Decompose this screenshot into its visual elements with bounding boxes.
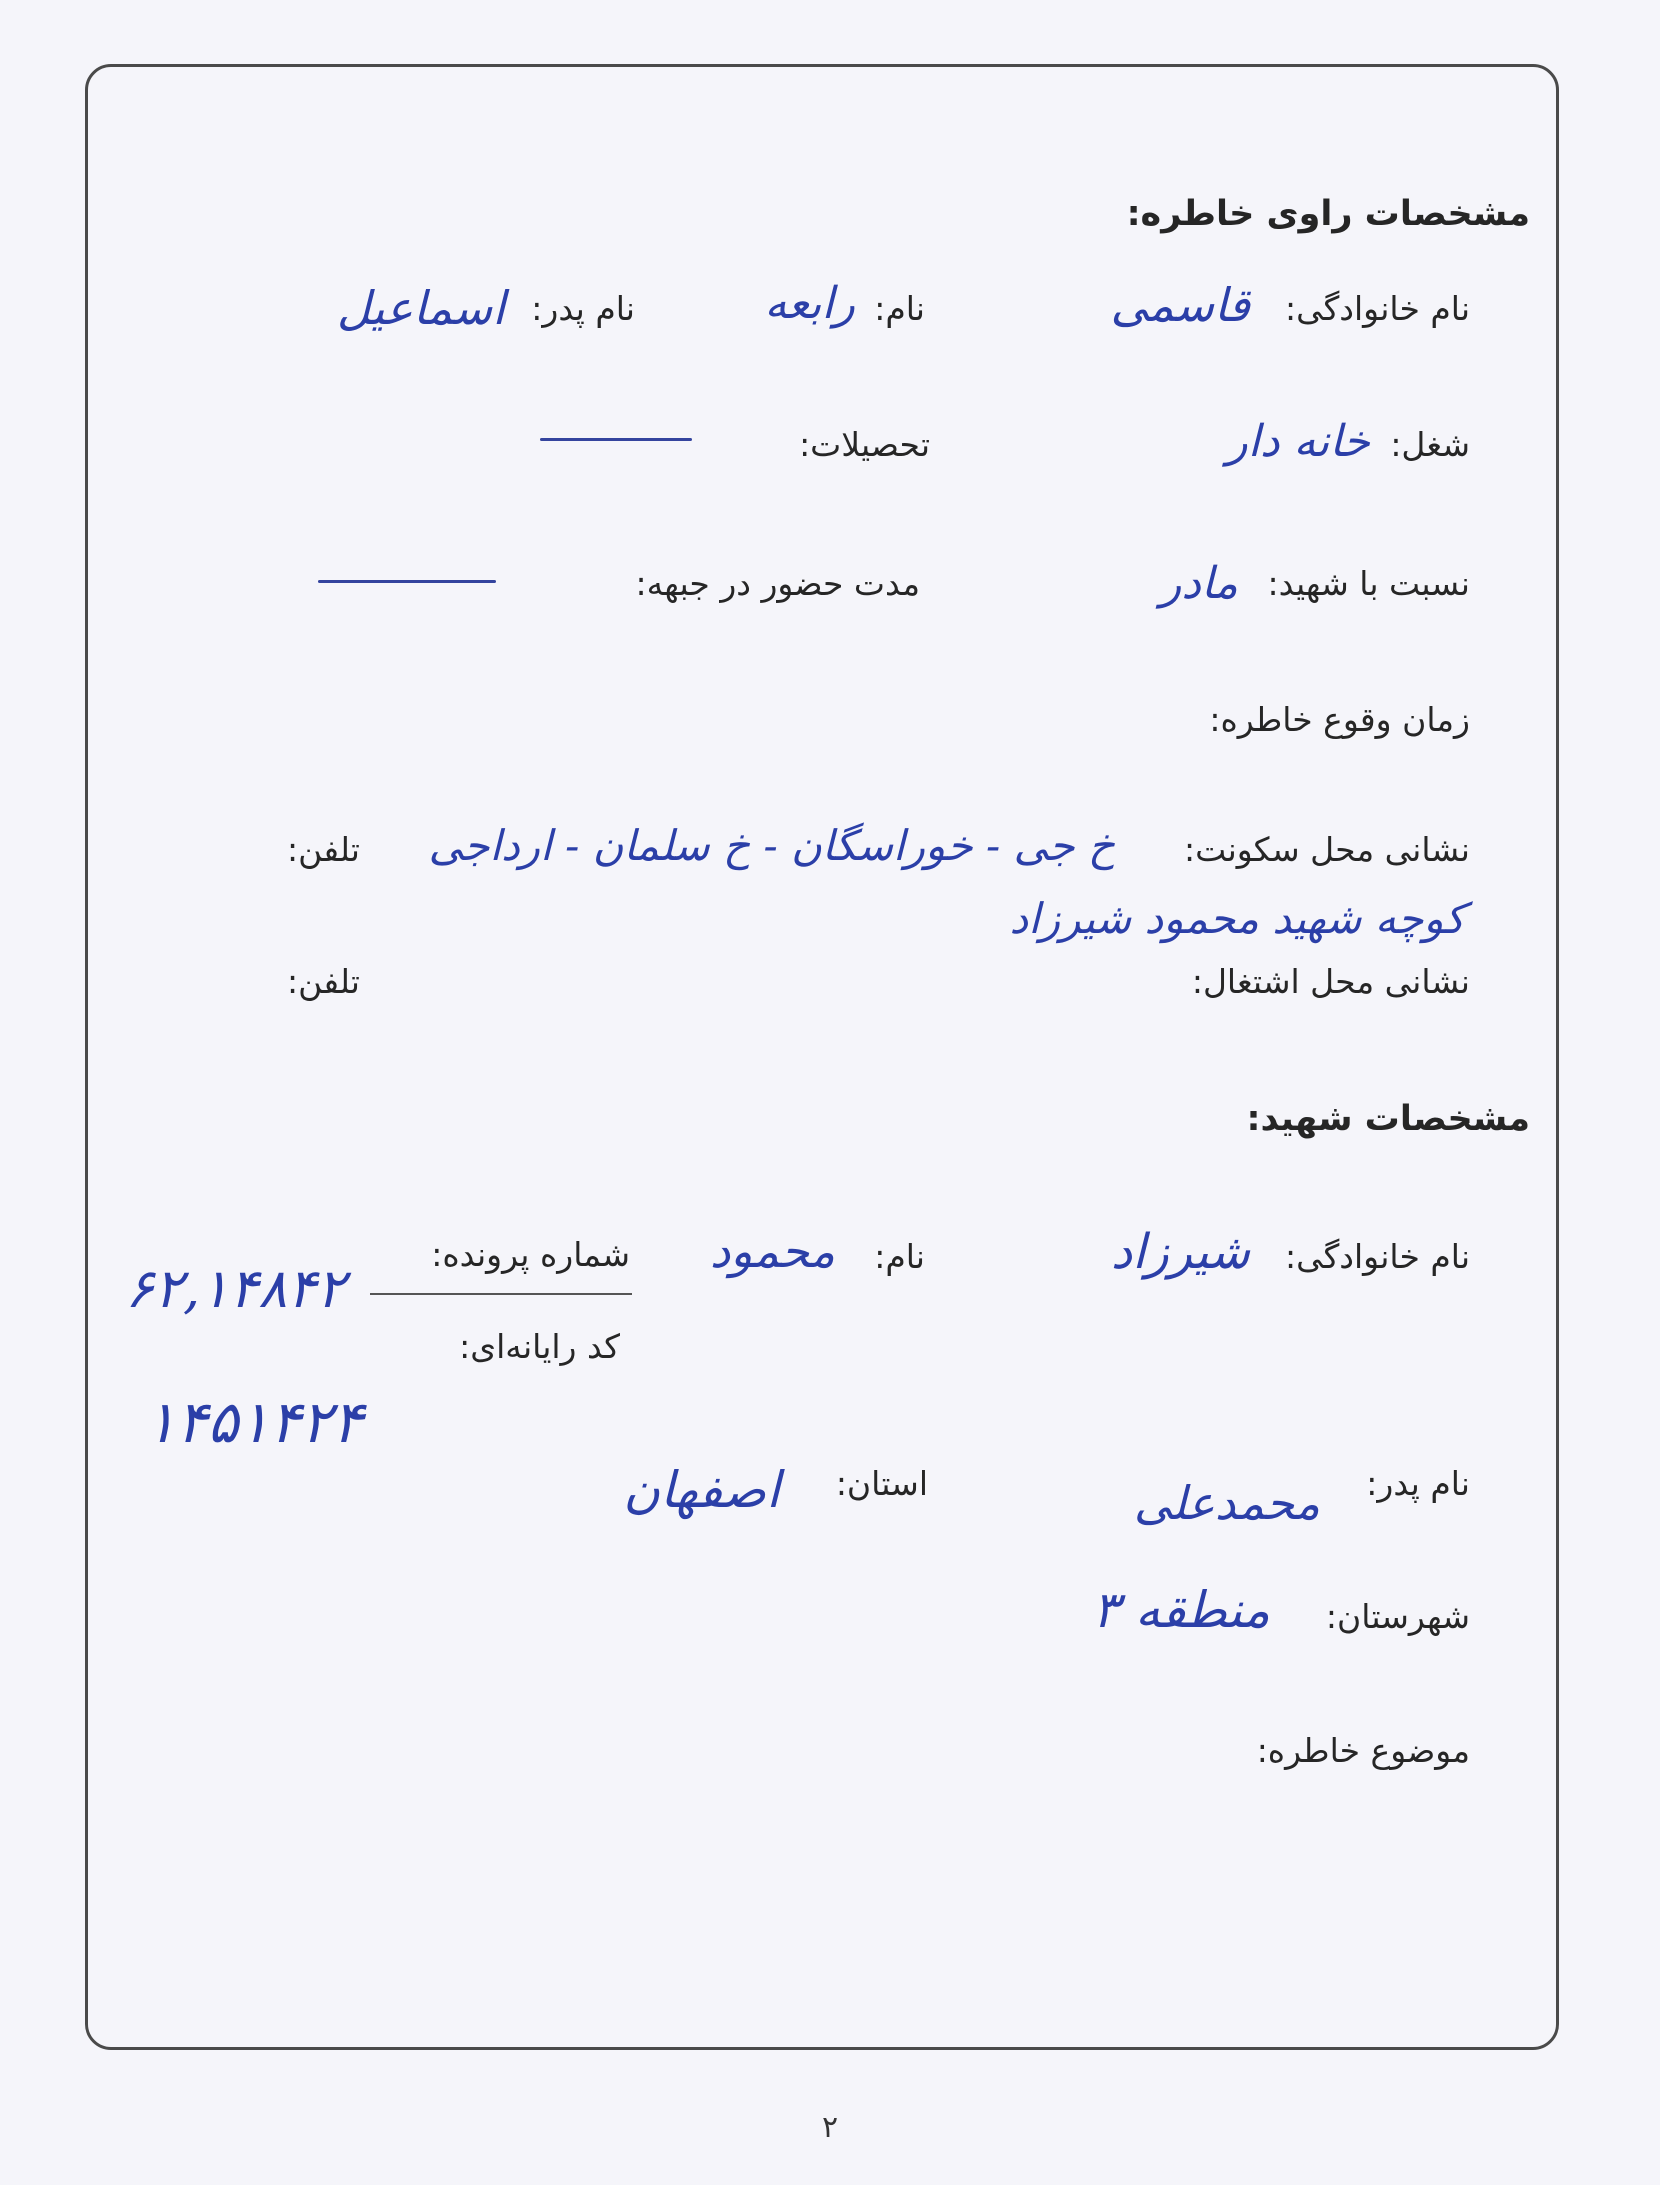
martyr-code-value: ۱۴۵۱۴۲۴ <box>145 1388 364 1456</box>
martyr-province-value: اصفهان <box>623 1461 780 1519</box>
martyr-code-label: کد رایانه‌ای: <box>459 1327 620 1366</box>
martyr-file-label: شماره پرونده: <box>431 1235 630 1274</box>
martyr-topic-label: موضوع خاطره: <box>1256 1731 1470 1770</box>
narrator-heading: مشخصات راوی خاطره: <box>1126 194 1530 234</box>
narrator-front-dash <box>318 580 496 583</box>
narrator-family-label: نام خانوادگی: <box>1284 289 1470 328</box>
martyr-family-value: شیرزاد <box>1110 1224 1250 1280</box>
martyr-family-label: نام خانوادگی: <box>1284 1237 1470 1276</box>
martyr-father-label: نام پدر: <box>1366 1464 1470 1503</box>
narrator-job-label: شغل: <box>1390 425 1470 464</box>
narrator-memory-time-label: زمان وقوع خاطره: <box>1209 700 1470 739</box>
narrator-job-value: خانه دار <box>1226 416 1370 467</box>
martyr-file-underline <box>370 1293 632 1295</box>
narrator-home-address-value: خ جی - خوراسگان - خ سلمان - ارداجی <box>428 821 1115 870</box>
narrator-education-dash <box>540 438 692 441</box>
martyr-city-label: شهرستان: <box>1325 1597 1470 1636</box>
martyr-province-label: استان: <box>835 1464 928 1503</box>
martyr-heading: مشخصات شهید: <box>1246 1099 1530 1139</box>
martyr-city-value: منطقه ۳ <box>1092 1581 1270 1639</box>
martyr-name-label: نام: <box>874 1237 925 1276</box>
narrator-relation-label: نسبت با شهید: <box>1267 564 1470 603</box>
narrator-home-address-value-2: کوچه شهید محمود شیرزاد <box>1009 894 1465 943</box>
martyr-file-value: ۶۲,۱۴۸۴۲ <box>125 1257 346 1320</box>
narrator-front-label: مدت حضور در جبهه: <box>635 564 920 603</box>
narrator-home-phone-label: تلفن: <box>286 830 360 869</box>
narrator-father-value: اسماعیل <box>336 281 505 335</box>
narrator-work-phone-label: تلفن: <box>286 962 360 1001</box>
narrator-relation-value: مادر <box>1160 558 1238 609</box>
martyr-name-value: محمود <box>709 1224 835 1278</box>
narrator-name-value: رابعه <box>764 278 855 329</box>
narrator-education-label: تحصیلات: <box>799 425 930 464</box>
narrator-name-label: نام: <box>874 289 925 328</box>
narrator-father-label: نام پدر: <box>531 289 635 328</box>
narrator-work-address-label: نشانی محل اشتغال: <box>1191 962 1470 1001</box>
martyr-father-value: محمدعلی <box>1133 1476 1320 1530</box>
narrator-home-address-label: نشانی محل سکونت: <box>1184 830 1470 869</box>
page-number: ۲ <box>821 2110 839 2145</box>
narrator-family-value: قاسمی <box>1110 278 1250 332</box>
